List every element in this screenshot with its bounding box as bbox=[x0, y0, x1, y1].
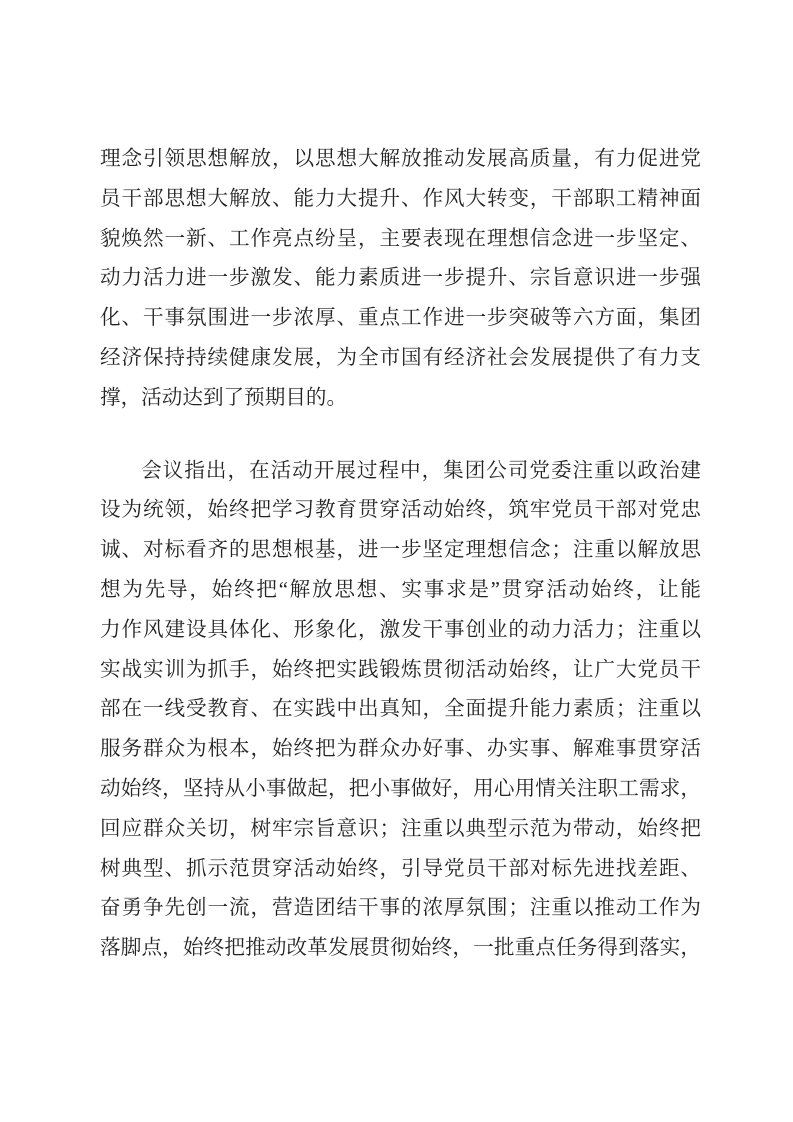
text-line: 貌焕然一新、工作亮点纷呈，主要表现在理想信念进一步坚定、 bbox=[100, 227, 701, 250]
text-line: 奋勇争先创一流，营造团结干事的浓厚氛围；注重以推动工作为 bbox=[100, 897, 701, 920]
text-line: 化、干事氛围进一步浓厚、重点工作进一步突破等六方面，集团 bbox=[100, 307, 701, 330]
text-line: 理念引领思想解放，以思想大解放推动发展高质量，有力促进党 bbox=[100, 148, 701, 170]
text-line: 服务群众为根本，始终把为群众办好事、办实事、解难事贯穿活 bbox=[100, 738, 701, 761]
text-line: 动始终，坚持从小事做起，把小事做好，用心用情关注职工需求， bbox=[100, 777, 701, 800]
text-line: 会议指出，在活动开展过程中，集团公司党委注重以政治建 bbox=[141, 459, 701, 482]
text-line: 实战实训为抓手，始终把实践锻炼贯彻活动始终，让广大党员干 bbox=[100, 658, 701, 681]
document-body bbox=[100, 140, 701, 969]
paragraph-meeting-points bbox=[100, 452, 701, 969]
text-line: 动力活力进一步激发、能力素质进一步提升、宗旨意识进一步强 bbox=[100, 267, 701, 290]
text-line: 设为统领，始终把学习教育贯穿活动始终，筑牢党员干部对党忠 bbox=[100, 499, 701, 522]
text-line: 树典型、抓示范贯穿活动始终，引导党员干部对标先进找差距、 bbox=[100, 857, 701, 880]
text-line: 回应群众关切，树牢宗旨意识；注重以典型示范为带动，始终把 bbox=[100, 817, 701, 840]
paragraph-summary bbox=[100, 140, 701, 419]
text-line: 落脚点，始终把推动改革发展贯彻始终，一批重点任务得到落实， bbox=[100, 937, 701, 960]
text-line: 撑，活动达到了预期目的。 bbox=[100, 386, 348, 409]
text-line: 想为先导，始终把“解放思想、实事求是”贯穿活动始终，让能 bbox=[100, 578, 701, 601]
text-line: 力作风建设具体化、形象化，激发干事创业的动力活力；注重以 bbox=[100, 618, 701, 641]
text-line: 经济保持持续健康发展，为全市国有经济社会发展提供了有力支 bbox=[100, 346, 701, 369]
text-line: 诚、对标看齐的思想根基，进一步坚定理想信念；注重以解放思 bbox=[100, 539, 701, 562]
text-line: 员干部思想大解放、能力大提升、作风大转变，干部职工精神面 bbox=[100, 187, 701, 210]
text-line: 部在一线受教育、在实践中出真知，全面提升能力素质；注重以 bbox=[100, 698, 701, 721]
